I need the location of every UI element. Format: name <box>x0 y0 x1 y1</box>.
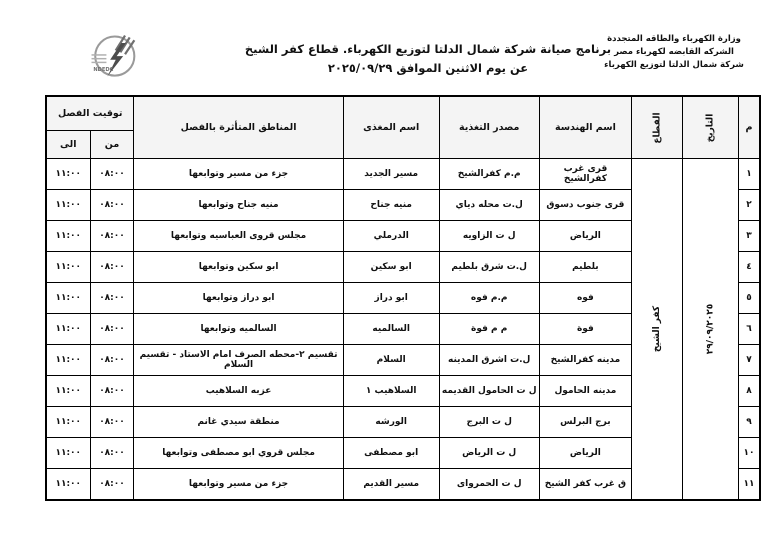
cell-feeder-name: ابو سكين <box>343 252 439 283</box>
cell-feeding-source: ل ت الزاويه <box>439 221 539 252</box>
cell-feeder-name: السالميه <box>343 314 439 345</box>
cell-time-to: ١١:٠٠ <box>46 407 90 438</box>
cell-time-from: ٠٨:٠٠ <box>90 252 134 283</box>
cell-affected-areas: جزء من مسير وتوابعها <box>134 159 343 190</box>
cell-engineering: قرى غرب كفرالشيخ <box>539 159 631 190</box>
ministry-line: وزارة الكهرباء والطاقه المتجددة <box>607 34 741 44</box>
col-header-date: التاريخ <box>683 96 739 159</box>
cell-affected-areas: منيه جناح وتوابعها <box>134 190 343 221</box>
cell-time-to: ١١:٠٠ <box>46 438 90 469</box>
maintenance-schedule-table <box>45 95 761 501</box>
cell-time-to: ١١:٠٠ <box>46 190 90 221</box>
cell-feeder-name: ابو دراز <box>343 283 439 314</box>
cell-row-number: ٩ <box>738 407 760 438</box>
cell-feeding-source: م.م فوه <box>439 283 539 314</box>
cell-time-from: ٠٨:٠٠ <box>90 376 134 407</box>
col-header-feeding-source: مصدر التغذية <box>439 96 539 159</box>
distribution-company-line: شركة شمال الدلتا لتوزيع الكهرباء <box>604 60 744 71</box>
cell-row-number: ٦ <box>738 314 760 345</box>
cell-feeding-source: م م فوة <box>439 314 539 345</box>
cell-engineering: فوة <box>539 314 631 345</box>
cell-time-from: ٠٨:٠٠ <box>90 190 134 221</box>
cell-time-from: ٠٨:٠٠ <box>90 407 134 438</box>
cell-time-from: ٠٨:٠٠ <box>90 314 134 345</box>
cell-time-to: ١١:٠٠ <box>46 469 90 501</box>
cell-row-number: ٥ <box>738 283 760 314</box>
cell-feeding-source: ل.ت اشرق المدينه <box>439 345 539 376</box>
cell-feeder-name: منيه جناح <box>343 190 439 221</box>
cell-time-from: ٠٨:٠٠ <box>90 283 134 314</box>
col-header-index: م <box>738 96 760 159</box>
cell-time-from: ٠٨:٠٠ <box>90 345 134 376</box>
cell-row-number: ٧ <box>738 345 760 376</box>
cell-engineering: مدينه الحامول <box>539 376 631 407</box>
cell-engineering: الرياض <box>539 221 631 252</box>
cell-row-number: ٨ <box>738 376 760 407</box>
cell-time-to: ١١:٠٠ <box>46 252 90 283</box>
cell-row-number: ٤ <box>738 252 760 283</box>
cell-time-to: ١١:٠٠ <box>46 376 90 407</box>
cell-time-from: ٠٨:٠٠ <box>90 221 134 252</box>
cell-feeding-source: ل ت الرياض <box>439 438 539 469</box>
cell-time-to: ١١:٠٠ <box>46 314 90 345</box>
cell-time-to: ١١:٠٠ <box>46 159 90 190</box>
header-row-1 <box>46 96 760 131</box>
cell-affected-areas: منطقة سيدي غانم <box>134 407 343 438</box>
cell-time-to: ١١:٠٠ <box>46 221 90 252</box>
cell-affected-areas: ابو دراز وتوابعها <box>134 283 343 314</box>
cell-engineering: برج البرلس <box>539 407 631 438</box>
cell-time-from: ٠٨:٠٠ <box>90 469 134 501</box>
col-header-time-from: من <box>90 131 134 159</box>
cell-time-to: ١١:٠٠ <box>46 345 90 376</box>
table-row <box>46 159 760 190</box>
cell-row-number: ٣ <box>738 221 760 252</box>
cell-engineering: مدينه كفرالشيخ <box>539 345 631 376</box>
cell-affected-areas: تقسيم ٢-محطه الصرف امام الاستاد - تقسيم السلام <box>134 345 343 376</box>
title-line-2: عن يوم الاثنين الموافق ٢٠٢٥/٠٩/٢٩ <box>327 60 529 75</box>
col-header-engineering: اسم الهندسة <box>539 96 631 159</box>
cell-feeder-name: ابو مصطفى <box>343 438 439 469</box>
title-line-1: برنامج صيانة شركة شمال الدلتا لتوزيع الكهرباء. قطاع كفر الشيخ <box>244 42 612 56</box>
cell-feeding-source: ل.ت محله دياي <box>439 190 539 221</box>
cell-feeder-name: السلاهيب ١ <box>343 376 439 407</box>
cell-sector-merged: كفر الشيخ <box>632 159 683 501</box>
cell-engineering: ق غرب كفر الشيخ <box>539 469 631 501</box>
logo-emblem-icon <box>84 30 140 84</box>
cell-feeder-name: الدرملي <box>343 221 439 252</box>
cell-time-from: ٠٨:٠٠ <box>90 438 134 469</box>
cell-affected-areas: ابو سكين وتوابعها <box>134 252 343 283</box>
cell-engineering: الرياض <box>539 438 631 469</box>
cell-feeding-source: ل ت البرج <box>439 407 539 438</box>
cell-time-from: ٠٨:٠٠ <box>90 159 134 190</box>
company-logo <box>84 30 140 84</box>
cell-feeder-name: مسير القديم <box>343 469 439 501</box>
holding-company-line: الشركه القابضه لكهرباء مصر <box>614 47 734 58</box>
cell-date-merged: ٢٩/٠٩/٢٠٢٥ <box>683 159 739 501</box>
cell-row-number: ١٠ <box>738 438 760 469</box>
cell-feeding-source: ل ت الحامول القديمه <box>439 376 539 407</box>
cell-feeding-source: م.م كفرالشيخ <box>439 159 539 190</box>
cell-feeder-name: مسير الجديد <box>343 159 439 190</box>
cell-time-to: ١١:٠٠ <box>46 283 90 314</box>
col-header-affected-areas: المناطق المتأثرة بالفصل <box>134 96 343 159</box>
col-header-timing: توقيت الفصل <box>46 96 134 131</box>
cell-feeding-source: ل.ت شرق بلطيم <box>439 252 539 283</box>
cell-affected-areas: جزء من مسير وتوابعها <box>134 469 343 501</box>
cell-engineering: قرى جنوب دسوق <box>539 190 631 221</box>
cell-engineering: فوه <box>539 283 631 314</box>
cell-affected-areas: السالميه وتوابعها <box>134 314 343 345</box>
cell-feeding-source: ل ت الحمرواى <box>439 469 539 501</box>
document-title <box>243 40 613 78</box>
cell-row-number: ٢ <box>738 190 760 221</box>
cell-feeder-name: الورشه <box>343 407 439 438</box>
cell-feeder-name: السلام <box>343 345 439 376</box>
table-body <box>46 159 760 501</box>
col-header-sector: القطاع <box>632 96 683 159</box>
col-header-time-to: الى <box>46 131 90 159</box>
cell-affected-areas: مجلس قروي ابو مصطفى وتوابعها <box>134 438 343 469</box>
cell-engineering: بلطيم <box>539 252 631 283</box>
cell-row-number: ١ <box>738 159 760 190</box>
cell-affected-areas: مجلس قروى العباسيه وتوابعها <box>134 221 343 252</box>
cell-row-number: ١١ <box>738 469 760 501</box>
cell-affected-areas: عزبه السلاهيب <box>134 376 343 407</box>
logo-text: NDEDC <box>93 66 114 73</box>
company-header-block <box>593 33 755 73</box>
col-header-feeder-name: اسم المغذى <box>343 96 439 159</box>
